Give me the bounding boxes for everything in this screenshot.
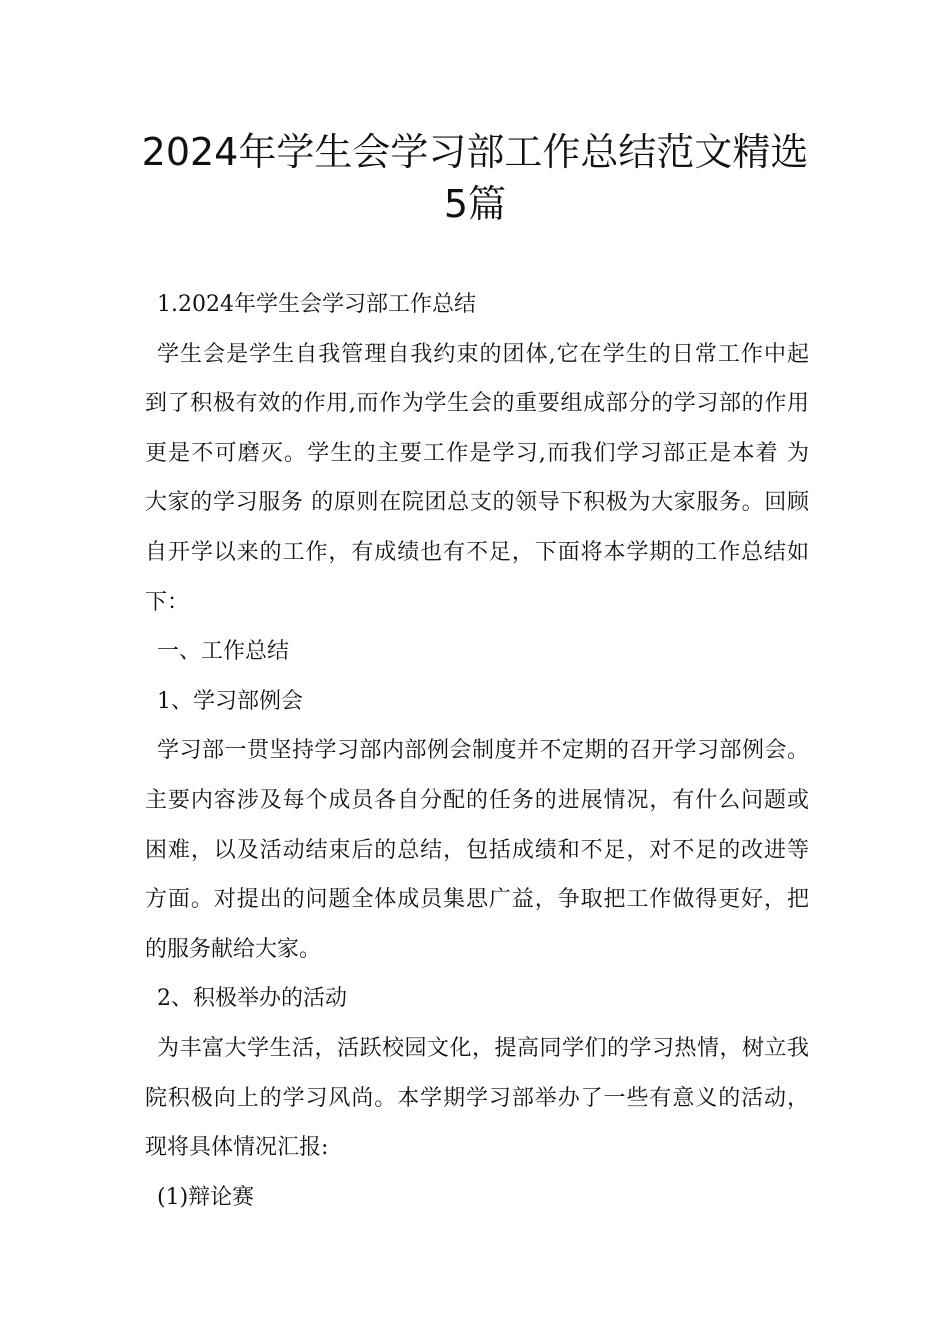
title-line-1: 2024年学生会学习部工作总结范文精选 xyxy=(141,130,809,174)
paragraph-line: 大家的学习服务 的原则在院团总支的领导下积极为大家服务。回顾 xyxy=(145,490,809,516)
title-line-2: 5篇 xyxy=(443,182,507,226)
paragraph-line: 方面。对提出的问题全体成员集思广益，争取把工作做得更好，把 xyxy=(145,887,809,913)
paragraph-line: 院积极向上的学习风尚。本学期学习部举办了一些有意义的活动， xyxy=(145,1085,809,1111)
paragraph-line: 困难，以及活动结束后的总结，包括成绩和不足，对不足的改进等 xyxy=(145,837,809,863)
paragraph-line: 到了积极有效的作用,而作为学生会的重要组成部分的学习部的作用 xyxy=(145,391,809,417)
document-body xyxy=(145,280,809,1222)
paragraph-line: 主要内容涉及每个成员各自分配的任务的进展情况，有什么问题或 xyxy=(145,787,809,813)
paragraph-line: 自开学以来的工作，有成绩也有不足，下面将本学期的工作总结如 xyxy=(145,539,809,565)
list-item-heading: (1)辩论赛 xyxy=(157,1184,255,1210)
section-heading: 一、工作总结 xyxy=(157,639,290,665)
section-heading: 1.2024年学生会学习部工作总结 xyxy=(157,292,476,317)
document-title xyxy=(100,126,850,230)
subsection-heading: 1、学习部例会 xyxy=(157,688,303,714)
subsection-heading: 2、积极举办的活动 xyxy=(157,986,347,1012)
paragraph-line: 现将具体情况汇报: xyxy=(145,1135,329,1161)
paragraph-line: 学生会是学生自我管理自我约束的团体,它在学生的日常工作中起 xyxy=(157,341,809,367)
paragraph-line: 为丰富大学生活，活跃校园文化，提高同学们的学习热情，树立我 xyxy=(157,1035,809,1061)
paragraph-line: 更是不可磨灭。学生的主要工作是学习,而我们学习部正是本着 为 xyxy=(145,440,809,466)
paragraph-line: 下： xyxy=(145,589,190,615)
paragraph-line: 学习部一贯坚持学习部内部例会制度并不定期的召开学习部例会。 xyxy=(157,738,809,764)
paragraph-line: 的服务献给大家。 xyxy=(145,936,322,962)
